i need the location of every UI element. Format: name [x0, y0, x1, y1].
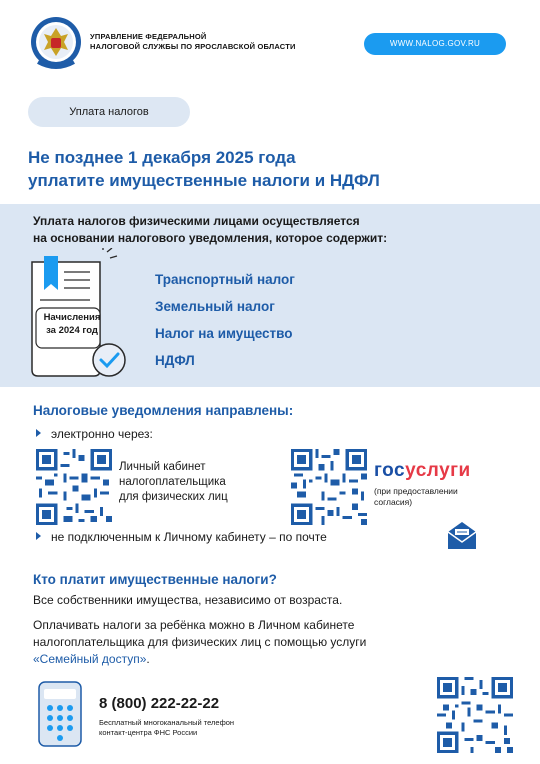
gos-note-line1: (при предоставлении	[374, 486, 458, 496]
tax-item-land: Земельный налог	[155, 299, 275, 314]
family-access-line3	[33, 651, 523, 668]
qr-code-lk[interactable]	[36, 449, 112, 525]
tax-types-list	[155, 266, 295, 374]
post-delivery-line	[36, 530, 327, 544]
fns-emblem-icon	[30, 14, 82, 74]
notices-sent-title: Налоговые уведомления направлены:	[33, 403, 294, 418]
tax-item-ndfl: НДФЛ	[155, 353, 195, 368]
electronic-delivery-text: электронно через:	[51, 427, 153, 441]
bullet-arrow-icon	[36, 429, 41, 437]
tax-item-transport: Транспортный налог	[155, 272, 295, 287]
family-access-link[interactable]: «Семейный доступ»	[33, 652, 147, 666]
lk-label-line3: для физических лиц	[119, 491, 228, 503]
topic-tag: Уплата налогов	[28, 97, 190, 127]
electronic-delivery-line	[36, 427, 153, 441]
phone-icon	[38, 681, 82, 747]
mail-envelope-icon	[446, 522, 478, 550]
family-access-text	[33, 617, 523, 668]
panel-intro-line2: на основании налогового уведомления, которое содержит:	[33, 231, 388, 245]
gosuslugi-logo	[374, 460, 471, 482]
page-title-line2: уплатите имущественные налоги и НДФЛ	[28, 171, 380, 190]
org-name-line2: НАЛОГОВОЙ СЛУЖБЫ ПО ЯРОСЛАВСКОЙ ОБЛАСТИ	[90, 42, 296, 51]
doc-accrual-label	[35, 311, 109, 337]
lk-label-line2: налогоплательщика	[119, 476, 226, 488]
hotline-note	[99, 718, 234, 738]
bullet-arrow-icon	[36, 532, 41, 540]
tax-item-property: Налог на имущество	[155, 326, 293, 341]
page-title	[28, 146, 508, 192]
gosuslugi-logo-part1: гос	[374, 460, 406, 481]
lk-label-line1: Личный кабинет	[119, 461, 206, 473]
qr-code-contact[interactable]	[437, 677, 513, 753]
header	[0, 0, 540, 90]
family-access-line2: налогоплательщика для физических лиц с помощью услуги	[33, 635, 367, 649]
hotline-number[interactable]: 8 (800) 222-22-22	[99, 695, 220, 712]
who-pays-title: Кто платит имущественные налоги?	[33, 572, 277, 587]
gosuslugi-logo-part2: услуги	[405, 460, 471, 481]
panel-intro-text	[33, 213, 523, 247]
site-link[interactable]: WWW.NALOG.GOV.RU	[364, 33, 506, 55]
family-access-line1: Оплачивать налоги за ребёнка можно в Личном кабинете	[33, 618, 355, 632]
post-delivery-text: не подключенным к Личному кабинету – по почте	[51, 530, 327, 544]
panel-intro-line1: Уплата налогов физическими лицами осуществляется	[33, 214, 360, 228]
doc-accrual-line1: Начисления	[43, 312, 101, 323]
gos-note-line2: согласия)	[374, 497, 413, 507]
hotline-note-line2: контакт-центра ФНС России	[99, 728, 198, 737]
page-title-line1: Не позднее 1 декабря 2025 года	[28, 148, 296, 167]
qr-code-gosuslugi[interactable]	[291, 449, 367, 525]
who-pays-answer: Все собственники имущества, независимо от возраста.	[33, 593, 343, 607]
family-access-end: .	[146, 652, 150, 666]
org-name	[90, 32, 350, 52]
gosuslugi-consent-note	[374, 486, 458, 508]
lk-label	[119, 460, 228, 505]
org-name-line1: УПРАВЛЕНИЕ ФЕДЕРАЛЬНОЙ	[90, 32, 207, 41]
doc-accrual-line2: за 2024 год	[46, 325, 98, 336]
hotline-note-line1: Бесплатный многоканальный телефон	[99, 718, 235, 727]
